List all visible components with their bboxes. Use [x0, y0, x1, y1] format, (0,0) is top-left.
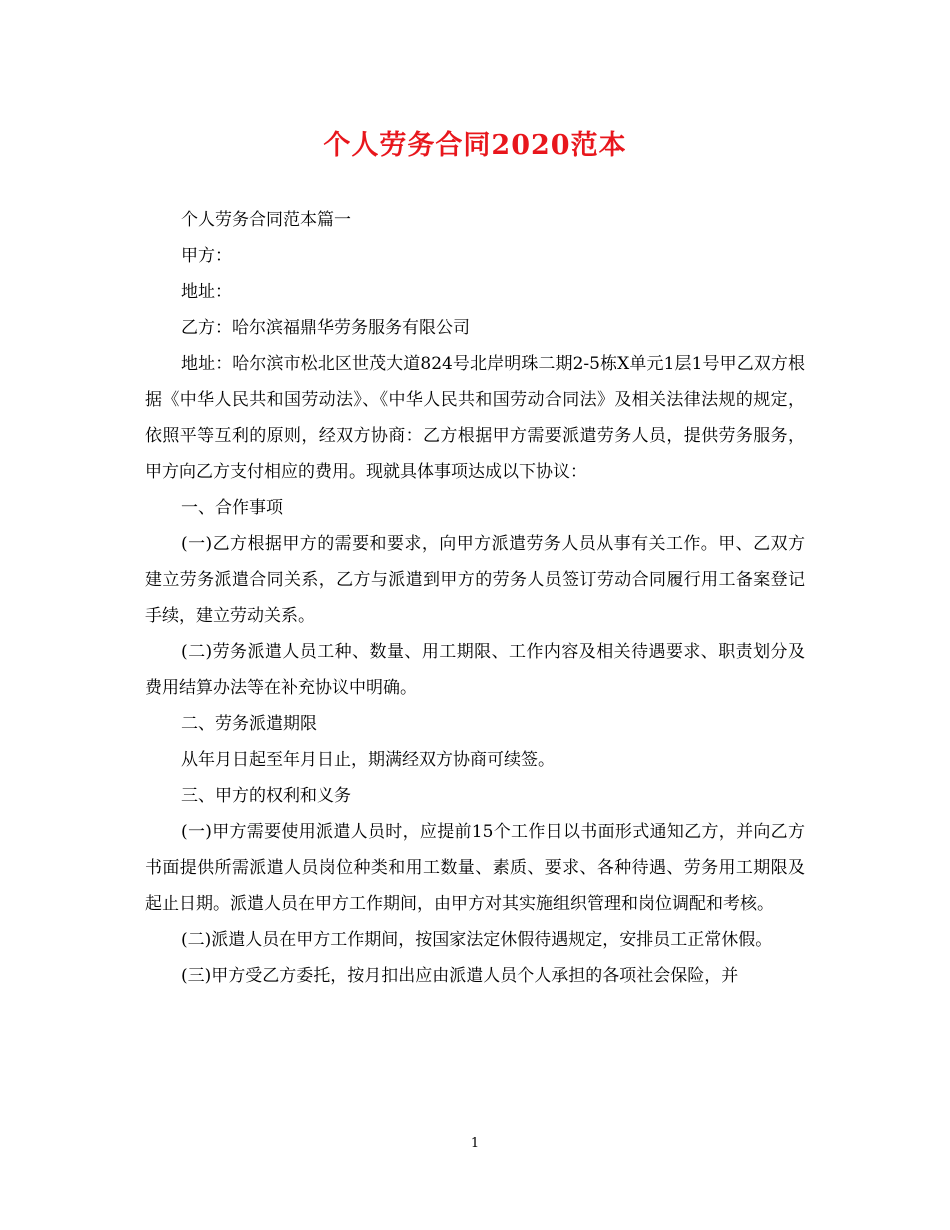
party-a-label: 甲方：: [181, 246, 232, 266]
clause-paragraph: (三)甲方受乙方委托，按月扣出应由派遣人员个人承担的各项社会保险，并: [181, 966, 739, 986]
section-heading-cooperation: 一、合作事项: [181, 498, 283, 518]
section-heading: 个人劳务合同范本篇一: [181, 210, 351, 230]
section-heading-party-a-rights: 三、甲方的权利和义务: [181, 786, 351, 806]
document-title: 个人劳务合同2020范本: [323, 130, 627, 161]
clause-paragraph: (一)乙方根据甲方的需要和要求，向甲方派遣劳务人员从事有关工作。甲、乙双方建立劳务派遣合同关系，乙方与派遣到甲方的劳务人员签订劳动合同履行用工备案登记手续，建立劳动关系。: [145, 534, 805, 626]
clause-paragraph: (一)甲方需要使用派遣人员时，应提前15个工作日以书面形式通知乙方，并向乙方书面提供所需派遣人员岗位种类和用工数量、素质、要求、各种待遇、劳务用工期限及起止日期。派遣人员在甲方工作期间，由甲方对其实施组织管理和岗位调配和考核。: [145, 822, 805, 914]
section-heading-term: 二、劳务派遣期限: [181, 714, 317, 734]
document-body: [145, 202, 805, 994]
clause-paragraph: (二)劳务派遣人员工种、数量、用工期限、工作内容及相关待遇要求、职责划分及费用结算办法等在补充协议中明确。: [145, 642, 805, 698]
party-b-address-paragraph: 地址：哈尔滨市松北区世茂大道824号北岸明珠二期2-5栋X单元1层1号甲乙双方根据《中华人民共和国劳动法》、《中华人民共和国劳动合同法》及相关法律法规的规定，依照平等互利的原则，经双方协商：乙方根据甲方需要派遣劳务人员，提供劳务服务，甲方向乙方支付相应的费用。现就具体事项达成以下协议：: [145, 354, 805, 482]
party-a-address-label: 地址：: [181, 282, 232, 302]
page-number: 1: [470, 1136, 480, 1151]
party-b-label: 乙方：哈尔滨福鼎华劳务服务有限公司: [181, 318, 470, 338]
clause-paragraph: (二)派遣人员在甲方工作期间，按国家法定休假待遇规定，安排员工正常休假。: [181, 930, 773, 950]
term-paragraph: 从年月日起至年月日止，期满经双方协商可续签。: [181, 750, 555, 770]
